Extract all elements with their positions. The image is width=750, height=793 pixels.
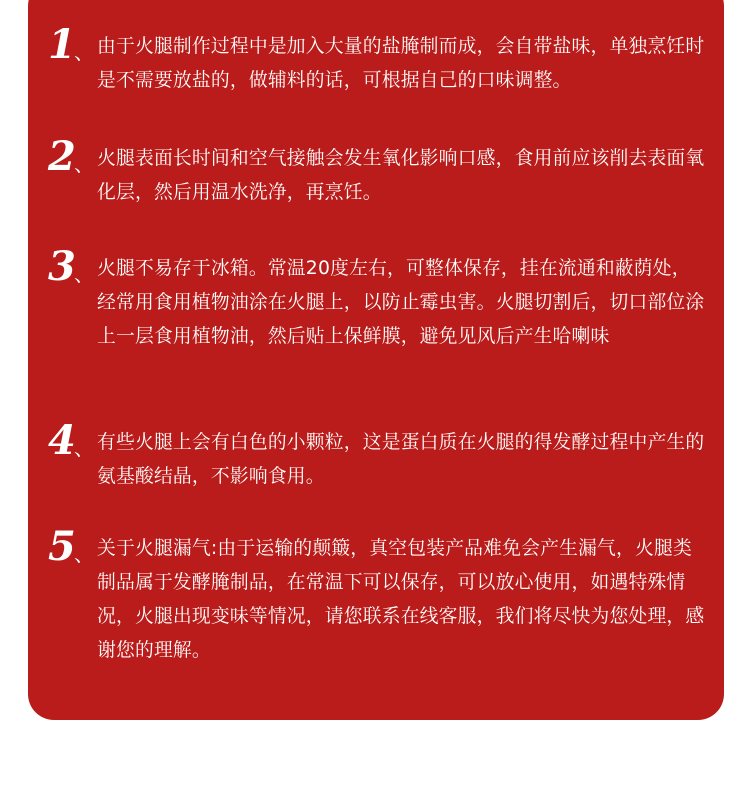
notice-item-3 bbox=[48, 243, 708, 354]
item-separator: 、 bbox=[74, 40, 94, 64]
item-separator: 、 bbox=[74, 262, 94, 286]
item-number: 4 bbox=[48, 417, 76, 464]
item-text: 火腿不易存于冰箱。常温20度左右，可整体保存，挂在流通和蔽荫处，经常用食用植物油涂在火腿上，以防止霉虫害。火腿切割后，切口部位涂上一层食用植物油，然后贴上保鲜膜，避免见风后产生哈喇味 bbox=[97, 258, 705, 347]
item-separator: 、 bbox=[74, 152, 94, 176]
item-text: 有些火腿上会有白色的小颗粒，这是蛋白质在火腿的得发酵过程中产生的氨基酸结晶，不影响食用。 bbox=[97, 432, 705, 487]
item-number: 3 bbox=[48, 243, 76, 290]
item-text: 由于火腿制作过程中是加入大量的盐腌制而成，会自带盐味，单独烹饪时是不需要放盐的，做辅料的话，可根据自己的口味调整。 bbox=[97, 36, 705, 91]
item-number: 1 bbox=[48, 21, 76, 68]
notice-item-5 bbox=[48, 523, 708, 668]
item-separator: 、 bbox=[74, 542, 94, 566]
notice-item-4 bbox=[48, 417, 708, 494]
item-text: 关于火腿漏气:由于运输的颠簸，真空包装产品难免会产生漏气，火腿类制品属于发酵腌制品，在常温下可以保存，可以放心使用，如遇特殊情况，火腿出现变味等情况，请您联系在线客服，我们将尽快为您处理，感谢您的理解。 bbox=[97, 538, 705, 661]
item-number: 2 bbox=[48, 133, 76, 180]
item-number: 5 bbox=[48, 523, 76, 570]
notice-item-2 bbox=[48, 133, 708, 210]
notice-item-1 bbox=[48, 21, 708, 98]
item-separator: 、 bbox=[74, 436, 94, 460]
item-text: 火腿表面长时间和空气接触会发生氧化影响口感，食用前应该削去表面氧化层，然后用温水洗净，再烹饪。 bbox=[97, 148, 705, 203]
